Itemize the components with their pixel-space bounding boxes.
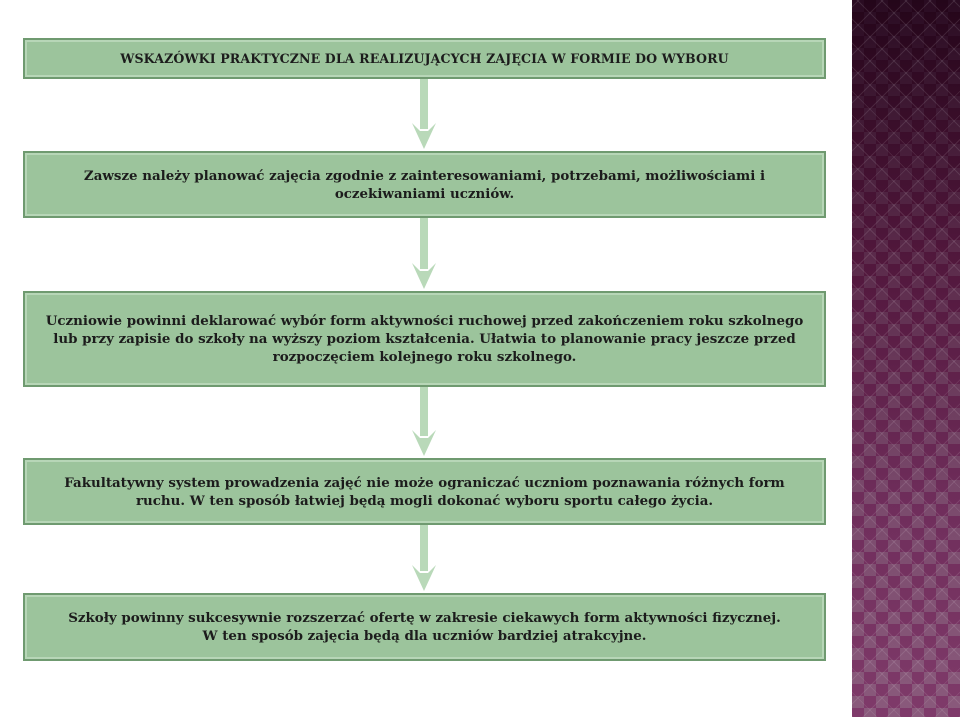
arrow-down-icon (411, 218, 437, 291)
title-text: WSKAZÓWKI PRAKTYCZNE DLA REALIZUJĄCYCH ZAJĘCIA W FORMIE DO WYBORU (120, 50, 729, 66)
title-box (23, 38, 826, 79)
step-text-4: Szkoły powinny sukcesywnie rozszerzać ofertę w zakresie ciekawych form aktywności fizycznej. W ten sposób zajęcia będą dla uczniów bardziej atrakcyjne. (68, 610, 781, 644)
step-box-4 (23, 593, 826, 661)
decorative-sidebar (852, 0, 960, 717)
step-text-1: Zawsze należy planować zajęcia zgodnie z zainteresowaniami, potrzebami, możliwościami i oczekiwaniami uczniów. (83, 167, 766, 202)
sidebar-pattern (852, 0, 960, 717)
step-text-2: Uczniowie powinni deklarować wybór form aktywności ruchowej przed zakończeniem roku szkolnego lub przy zapisie do szkoły na wyższy poziom kształcenia. Ułatwia to planowanie pracy jeszcze przed rozpoczęciem kolejnego roku szkolnego. (45, 313, 804, 365)
step-text-3: Fakultatywny system prowadzenia zajęć nie może ograniczać uczniom poznawania różnych form ruchu. W ten sposób łatwiej będą mogli dokonać wyboru sportu całego życia. (64, 474, 785, 509)
step-box-3 (23, 458, 826, 525)
arrow-down-icon (411, 387, 437, 458)
arrow-down-icon (411, 79, 437, 151)
step-box-2 (23, 291, 826, 387)
arrow-down-icon (411, 525, 437, 593)
step-box-1 (23, 151, 826, 218)
